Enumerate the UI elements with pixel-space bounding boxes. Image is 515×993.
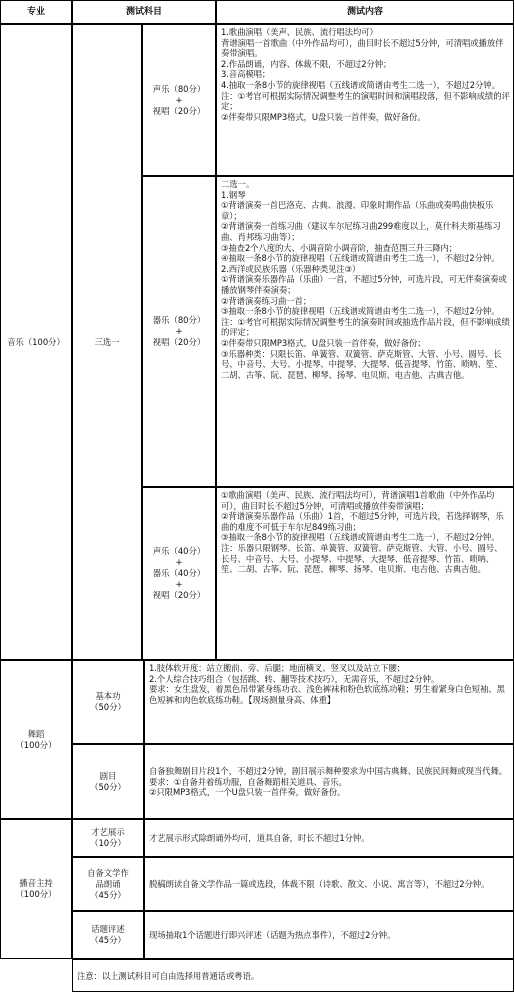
music-option-instrument-subject: 器乐（80分） + 视唱（20分） bbox=[142, 176, 216, 487]
broadcast-reading-subject: 自备文学作 品朗诵 （45分） bbox=[72, 857, 144, 911]
dance-basic-content: 1.肢体软开度：站立搬前、旁、后腿；地面横叉、竖叉以及站立下腰； 2.个人综合技巧组合（包括跳、转、翻等技术技巧），无需音乐，不超过2分钟。 要求：女生盘发，着黑色吊带紧身练功衣、浅色裤袜和粉色软底练功鞋；男生着紧身白色短袖、黑色短裤和肉色软底练功鞋。【现场测量身高、体重】 bbox=[144, 660, 514, 744]
music-option-vocal-content: 1.歌曲演唱（美声、民族、流行唱法均可） 背谱演唱一首歌曲（中外作品均可），曲目时长不超过5分钟，可清唱或播放伴奏带演唱。 2.作品朗诵，内容、体裁不限，不超过2分钟； 3.音高模唱； 4.抽取一条8小节的旋律视唱（五线谱或简谱由考生二选一），不超过2分钟。 注：①考官可根据实际情况调整考生的演唱时间和演唱段落，但不影响成绩的评定； ②伴奏带只限MP3格式，U盘只装一首伴奏，做好备份。 bbox=[216, 24, 514, 176]
header-content: 测试内容 bbox=[216, 0, 514, 24]
broadcast-commentary-subject: 话题评述 （45分） bbox=[72, 911, 144, 959]
broadcast-commentary-content: 现场抽取1个话题进行即兴评述（话题为热点事件），不超过2分钟。 bbox=[144, 911, 514, 959]
music-option-combined-subject: 声乐（40分） + 器乐（40分） + 视唱（20分） bbox=[142, 487, 216, 660]
major-broadcast: 播音主持 （100分） bbox=[0, 819, 72, 959]
music-option-combined-content: ①歌曲演唱（美声、民族、流行唱法均可），背谱演唱1首歌曲（中外作品均可），曲目时长不超过5分钟，可清唱或播放伴奏带演唱； ②背谱演奏乐器作品（乐曲）1首，不超过5分钟，可选片段，若选择钢琴，乐曲的难度不可低于车尔尼849练习曲； ③抽取一条8小节的旋律视唱（五线谱或简谱由考生二选一），不超过2分钟。 注：乐器只限钢琴、长笛、单簧管、双簧管、萨克斯管、大管、小号、圆号、长号、中音号、大号、小提琴、中提琴、大提琴、低音提琴、竹笛、唢呐、笙、二胡、古筝、阮、琵琶、柳琴、扬琴、电贝斯、电吉他、古典吉他。 bbox=[216, 487, 514, 660]
language-note: 注意：以上测试科目可自由选择用普通话或粤语。 bbox=[72, 959, 514, 992]
music-choose-one: 三选一 bbox=[72, 24, 142, 660]
dance-repertoire-subject: 剧目 （50分） bbox=[72, 744, 144, 819]
header-subject: 测试科目 bbox=[72, 0, 216, 24]
dance-repertoire-content: 自备独舞剧目片段1个，不超过2分钟，剧目展示舞种要求为中国古典舞、民族民间舞或现当代舞。 要求：①自备并着练功服，自备舞蹈相关道具、音乐。 ②只限MP3格式，一个U盘只装一首伴奏，做好备份。 bbox=[144, 744, 514, 819]
broadcast-talent-content: 才艺展示形式除朗诵外均可，道具自备，时长不超过1分钟。 bbox=[144, 819, 514, 857]
dance-basic-subject: 基本功 （50分） bbox=[72, 660, 144, 744]
major-dance: 舞蹈 （100分） bbox=[0, 660, 72, 819]
music-option-instrument-content: 二选一。 1.钢琴 ①背谱演奏一首巴洛克、古典、浪漫、印象时期作品（乐曲或奏鸣曲快板乐章）； ②背谱演奏一首练习曲（建议车尔尼练习曲299难度以上，莫什科夫斯基练习曲、肖邦练习曲等）； ③抽查2个八度的大、小调音阶小调音阶，抽查范围三升三降内； ④抽取一条8小节的旋律视唱（五线谱或简谱由考生二选一），不超过2分钟。 2.西洋或民族乐器（乐器种类见注③） ①背谱演奏乐器作品（乐曲）一首，不超过5分钟，可选片段，可无伴奏演奏或播放钢琴伴奏演奏； ②背谱演奏练习曲一首； ③抽取一条8小节的旋律视唱（五线谱或简谱由考生二选一），不超过2分钟。 注：①考官可根据实际情况调整考生的演奏时间或抽选作品片段，但不影响成绩的评定； ②伴奏带只限MP3格式，U盘只装一首伴奏，做好备份； ③乐器种类：只限长笛、单簧管、双簧管、萨克斯管、大管、小号、圆号、长号、中音号、大号、小提琴、中提琴、大提琴、低音提琴、竹笛、唢呐、笙、二胡、古筝、阮、琵琶、柳琴、扬琴、电贝斯、电吉他、古典吉他。 bbox=[216, 176, 514, 487]
broadcast-talent-subject: 才艺展示 （10分） bbox=[72, 819, 144, 857]
music-option-vocal-subject: 声乐（80分） + 视唱（20分） bbox=[142, 24, 216, 176]
header-major: 专业 bbox=[0, 0, 72, 24]
broadcast-reading-content: 脱稿朗读自备文学作品一篇或选段，体裁不限（诗歌、散文、小说、寓言等），不超过2分钟。 bbox=[144, 857, 514, 911]
major-music: 音乐（100分） bbox=[0, 24, 72, 660]
